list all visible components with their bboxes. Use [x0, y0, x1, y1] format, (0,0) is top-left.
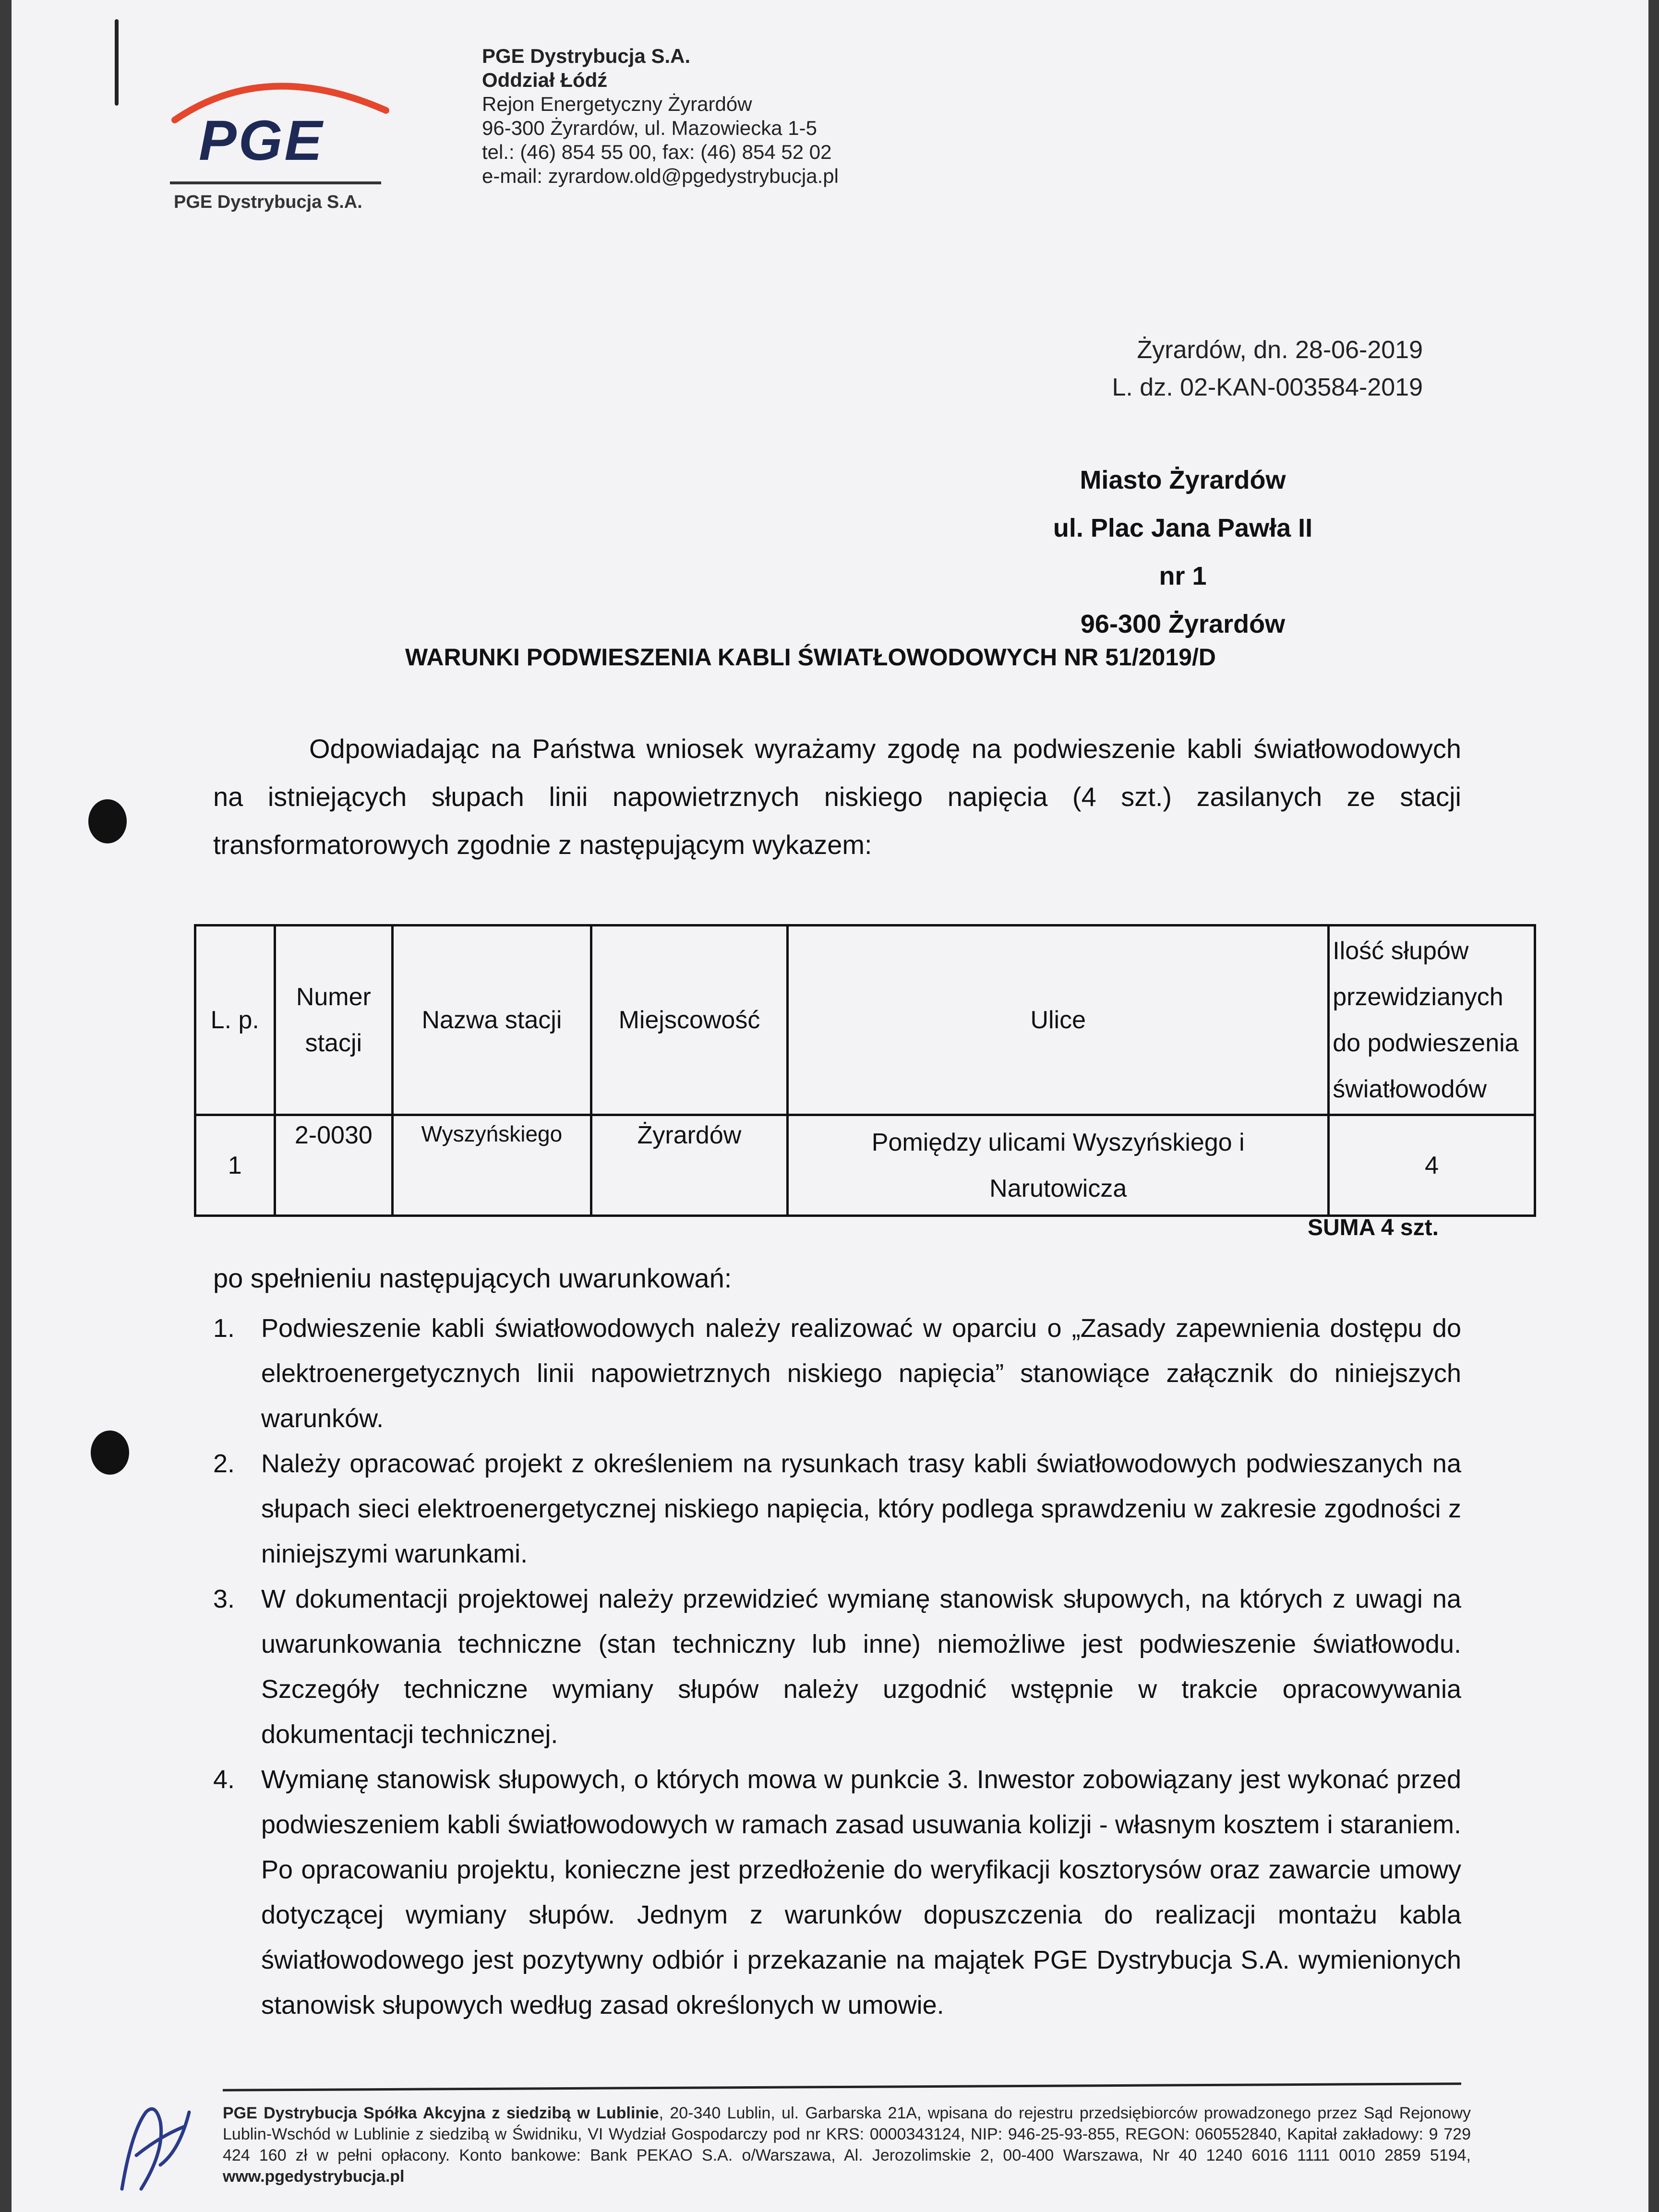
document-page: [12, 0, 1648, 2212]
table-header-row: [195, 926, 1535, 1115]
sender-company: PGE Dystrybucja S.A.: [482, 45, 691, 67]
company-footer: [223, 2103, 1471, 2187]
footer-details: , 20-340 Lublin, ul. Garbarska 21A, wpisana do rejestru przedsiębiorców prowadzonego przez Sąd Rejonowy Lublin-Wschód w Lublinie z siedzibą w Świdniku, VI Wydział Gospodarczy pod nr KRS: 0000343124, NIP: 946-25-93-855, REGON: 060552840, Kapitał zakładowy: 9 729 424 160 zł w pełni opłacony. Konto bankowe: Bank PEKAO S.A. o/Warszawa, Al. Jerozolimskie 2, 00-400 Warszawa, Nr 40 1240 6016 1111 0010 2859 5194,: [223, 2104, 1471, 2164]
cell-nazwa: Wyszyńskiego: [393, 1115, 591, 1216]
list-item: [204, 1441, 1461, 1576]
intro-paragraph: [213, 725, 1461, 869]
list-item: [204, 1306, 1461, 1441]
intro-text: Odpowiadając na Państwa wniosek wyrażamy zgodę na podwieszenie kabli światłowodowych na istniejących słupach linii napowietrznych niskiego napięcia (4 szt.) zasilanych ze stacji transformatorowych zgodnie z następującym wykazem:: [213, 733, 1461, 860]
handwritten-signature-icon: [103, 2093, 199, 2208]
cell-numer: 2-0030: [275, 1115, 393, 1216]
condition-number: 3.: [213, 1585, 235, 1613]
logo-caption: PGE Dystrybucja S.A.: [174, 192, 362, 212]
list-item: [204, 1576, 1461, 1757]
conditions-intro: po spełnieniu następujących uwarunkowań:: [213, 1263, 732, 1293]
sender-region: Rejon Energetyczny Żyrardów: [482, 93, 752, 115]
list-item: [204, 1757, 1461, 2028]
condition-text: Podwieszenie kabli światłowodowych należy realizować w oparciu o „Zasady zapewnienia dostępu do elektroenergetycznych linii napowietrznych niskiego napięcia” stanowiące załącznik do niniejszych warunków.: [261, 1314, 1461, 1433]
addressee: [1039, 456, 1327, 648]
conditions-list: [204, 1306, 1461, 2028]
cell-lp: 1: [195, 1115, 275, 1216]
table-row: [195, 1115, 1535, 1216]
addressee-line-3: 96-300 Żyrardów: [1080, 610, 1286, 638]
header-nazwa-stacji: Nazwa stacji: [393, 926, 591, 1115]
header-miejscowosc: Miejscowość: [591, 926, 788, 1115]
table-sum: SUMA 4 szt.: [1308, 1215, 1439, 1240]
header-numer-stacji: Numer stacji: [275, 926, 393, 1115]
cell-ilosc: 4: [1329, 1115, 1535, 1216]
addressee-line-2: ul. Plac Jana Pawła II nr 1: [1053, 514, 1313, 590]
sender-header: [482, 44, 839, 188]
header-ilosc-slupow: Ilość słupów przewidzianych do podwieszenia światłowodów: [1329, 926, 1535, 1115]
sender-address: 96-300 Żyrardów, ul. Mazowiecka 1-5: [482, 117, 817, 139]
header-lp: L. p.: [195, 926, 275, 1115]
pen-mark: [115, 19, 119, 106]
condition-number: 1.: [213, 1314, 235, 1343]
stations-table: [194, 924, 1536, 1217]
condition-number: 4.: [213, 1765, 235, 1794]
sender-email: e-mail: zyrardow.old@pgedystrybucja.pl: [482, 165, 839, 187]
document-title: WARUNKI PODWIESZENIA KABLI ŚWIATŁOWODOWYCH NR 51/2019/D: [405, 644, 1216, 671]
place-date: Żyrardów, dn. 28-06-2019: [1137, 336, 1423, 364]
cell-miejscowosc: Żyrardów: [591, 1115, 788, 1216]
punch-hole-bottom: [91, 1431, 129, 1475]
footer-company: PGE Dystrybucja Spółka Akcyjna z siedzibą w Lublinie: [223, 2104, 659, 2122]
condition-text: W dokumentacji projektowej należy przewidzieć wymianę stanowisk słupowych, na których z uwagi na uwarunkowania techniczne (stan techniczny lub inne) niemożliwe jest podwieszenie światłowodu. Szczegóły techniczne wymiany słupów należy uzgodnić wstępnie w trakcie opracowywania dokumentacji technicznej.: [261, 1585, 1461, 1749]
footer-website: www.pgedystrybucja.pl: [223, 2167, 405, 2186]
logo-rule: [170, 181, 381, 184]
pge-logo-word: PGE: [199, 109, 325, 172]
addressee-line-1: Miasto Żyrardów: [1080, 466, 1286, 494]
sender-phone: tel.: (46) 854 55 00, fax: (46) 854 52 02: [482, 141, 832, 163]
condition-text: Wymianę stanowisk słupowych, o których mowa w punkcie 3. Inwestor zobowiązany jest wykonać przed podwieszeniem kabli światłowodowych w ramach zasad usuwania kolizji - własnym kosztem i staraniem. Po opracowaniu projektu, konieczne jest przedłożenie do weryfikacji kosztorysów oraz zawarcie umowy dotyczącej wymiany słupów. Jednym z warunków dopuszczenia do realizacji montażu kabla światłowodowego jest pozytywny odbiór i przekazanie na majątek PGE Dystrybucja S.A. wymienionych stanowisk słupowych według zasad określonych w umowie.: [261, 1765, 1461, 2020]
reference-number: L. dz. 02-KAN-003584-2019: [1112, 373, 1423, 401]
punch-hole-top: [88, 799, 127, 843]
condition-text: Należy opracować projekt z określeniem na rysunkach trasy kabli światłowodowych podwieszanych na słupach sieci elektroenergetycznej niskiego napięcia, który podlega sprawdzeniu w zakresie zgodności z niniejszymi warunkami.: [261, 1449, 1461, 1568]
footer-rule: [223, 2082, 1461, 2092]
letter-meta: [1112, 331, 1423, 406]
condition-number: 2.: [213, 1449, 235, 1478]
sender-branch: Oddział Łódź: [482, 69, 608, 91]
cell-ulice: Pomiędzy ulicami Wyszyńskiego i Narutowicza: [788, 1115, 1329, 1216]
header-ulice: Ulice: [788, 926, 1329, 1115]
